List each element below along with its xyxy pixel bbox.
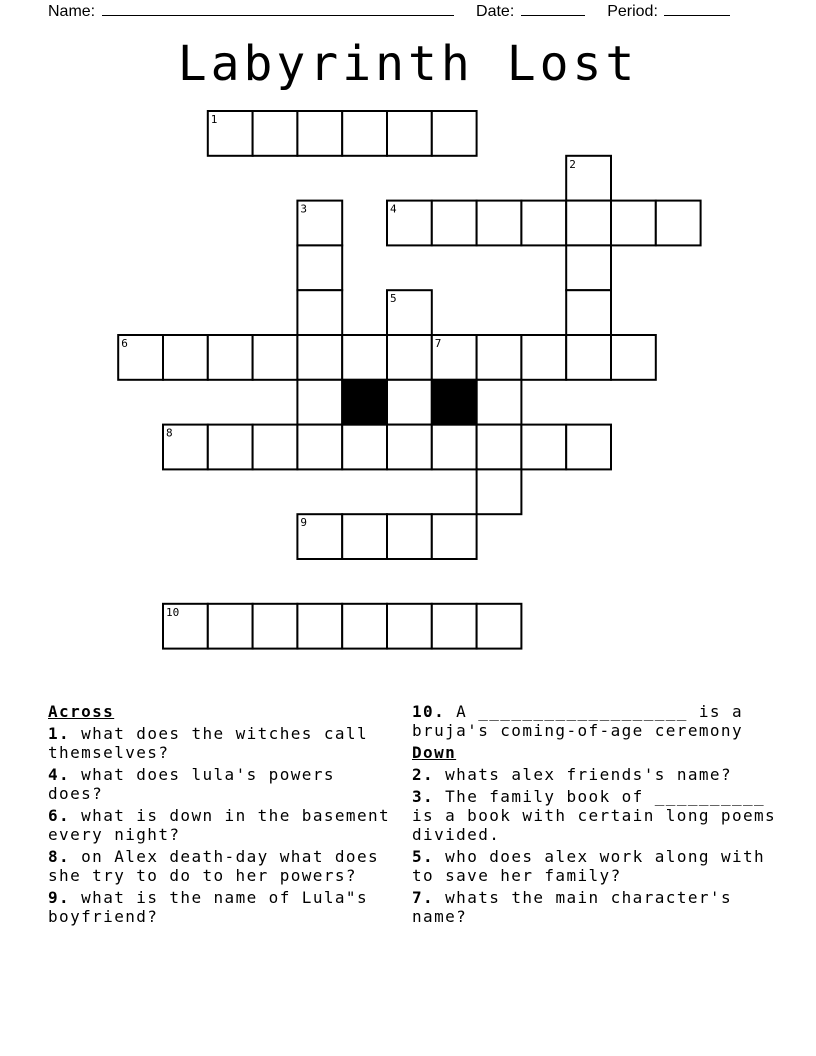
grid-cell[interactable] — [297, 290, 342, 335]
clue-text: what is down in the basement every night? — [48, 806, 391, 844]
clue-item — [412, 888, 782, 926]
grid-clue-number: 2 — [569, 157, 576, 171]
clue-number: 10. — [412, 702, 446, 721]
grid-clue-number: 10 — [166, 605, 180, 619]
grid-cell[interactable] — [342, 425, 387, 470]
grid-cell[interactable] — [297, 604, 342, 649]
clue-item — [48, 765, 398, 803]
grid-cell[interactable] — [253, 111, 298, 156]
clue-text: whats the main character's name? — [412, 888, 732, 926]
grid-cell[interactable] — [566, 201, 611, 246]
clue-text: who does alex work along with to save her family? — [412, 847, 766, 885]
across-clue-list — [48, 724, 398, 926]
grid-cell[interactable] — [163, 335, 208, 380]
down-clue-list — [412, 765, 782, 926]
clues-left-column — [48, 702, 398, 929]
clue-item — [412, 787, 782, 844]
grid-cell[interactable] — [297, 335, 342, 380]
grid-cell[interactable] — [477, 425, 522, 470]
grid-clue-number: 7 — [434, 337, 442, 350]
clue-item — [48, 724, 398, 762]
grid-cell-black — [432, 380, 477, 425]
clue-text: A ___________________ is a bruja's coming-of-age ceremony — [412, 702, 744, 740]
puzzle-title: Labyrinth Lost — [177, 36, 639, 92]
grid-clue-number: 9 — [300, 516, 308, 530]
clue-text: what is the name of Lula"s boyfriend? — [48, 888, 368, 926]
grid-cell[interactable] — [566, 335, 611, 380]
clue-text: The family book of __________ is a book with certain long poems divided. — [412, 787, 777, 844]
grid-cell-black — [342, 380, 387, 425]
name-label: Name: — [48, 3, 96, 20]
grid-cell[interactable] — [297, 111, 342, 156]
grid-cell[interactable] — [297, 245, 342, 290]
grid-cell[interactable] — [387, 604, 432, 649]
clue-item — [48, 847, 398, 885]
grid-cell[interactable] — [387, 425, 432, 470]
clue-number: 9. — [48, 888, 71, 907]
date-label: Date: — [476, 3, 515, 20]
grid-cell[interactable] — [253, 425, 298, 470]
down-heading: Down — [412, 743, 457, 762]
grid-cell[interactable] — [342, 111, 387, 156]
clue-item — [412, 702, 782, 740]
clue-number: 1. — [48, 724, 71, 743]
grid-cell[interactable] — [253, 335, 298, 380]
clue-number: 7. — [412, 888, 435, 907]
grid-cell[interactable] — [387, 380, 432, 425]
grid-clue-number: 3 — [300, 202, 308, 216]
grid-clue-number: 8 — [166, 426, 173, 440]
grid-cell[interactable] — [566, 245, 611, 290]
grid-cell[interactable] — [342, 514, 387, 559]
grid-cell[interactable] — [208, 425, 253, 470]
grid-cell[interactable] — [521, 335, 566, 380]
grid-cell[interactable] — [387, 111, 432, 156]
grid-cell[interactable] — [297, 425, 342, 470]
clue-number: 6. — [48, 806, 71, 825]
across-heading: Across — [48, 702, 115, 721]
grid-cell[interactable] — [521, 201, 566, 246]
grid-cell[interactable] — [611, 335, 656, 380]
grid-cell[interactable] — [656, 201, 701, 246]
grid-cell[interactable] — [342, 335, 387, 380]
grid-clue-number: 1 — [210, 113, 218, 126]
grid-cell[interactable] — [521, 425, 566, 470]
grid-cell[interactable] — [611, 201, 656, 246]
grid-cell[interactable] — [253, 604, 298, 649]
grid-cell[interactable] — [432, 201, 477, 246]
grid-cell[interactable] — [432, 604, 477, 649]
clue-item — [412, 765, 782, 784]
grid-cell[interactable] — [477, 604, 522, 649]
grid-cell[interactable] — [477, 201, 522, 246]
clues-right-column — [412, 702, 782, 929]
clue-item — [412, 847, 782, 885]
clue-number: 3. — [412, 787, 435, 806]
clue-text: what does the witches call themselves? — [48, 724, 368, 762]
grid-cell[interactable] — [566, 290, 611, 335]
clue-text: on Alex death-day what does she try to do to her powers? — [48, 847, 380, 885]
grid-cell[interactable] — [477, 380, 522, 425]
clue-number: 8. — [48, 847, 71, 866]
clue-number: 4. — [48, 765, 71, 784]
clue-text: whats alex friends's name? — [445, 765, 732, 784]
grid-cell[interactable] — [208, 335, 253, 380]
grid-cell[interactable] — [297, 380, 342, 425]
clue-number: 5. — [412, 847, 435, 866]
grid-cell[interactable] — [387, 514, 432, 559]
period-label: Period: — [607, 3, 658, 20]
clue-item — [48, 806, 398, 844]
grid-cell[interactable] — [432, 514, 477, 559]
grid-cell[interactable] — [387, 335, 432, 380]
clue-item — [48, 888, 398, 926]
clue-number: 2. — [412, 765, 435, 784]
grid-cell[interactable] — [342, 604, 387, 649]
grid-cell[interactable] — [208, 604, 253, 649]
grid-cell[interactable] — [566, 425, 611, 470]
grid-clue-number: 5 — [390, 292, 397, 306]
grid-cell[interactable] — [477, 469, 522, 514]
grid-clue-number: 6 — [121, 337, 128, 350]
grid-cell[interactable] — [432, 111, 477, 156]
grid-cell[interactable] — [477, 335, 522, 380]
grid-cell[interactable] — [432, 425, 477, 470]
clue-text: what does lula's powers does? — [48, 765, 335, 803]
grid-clue-number: 4 — [390, 202, 397, 216]
